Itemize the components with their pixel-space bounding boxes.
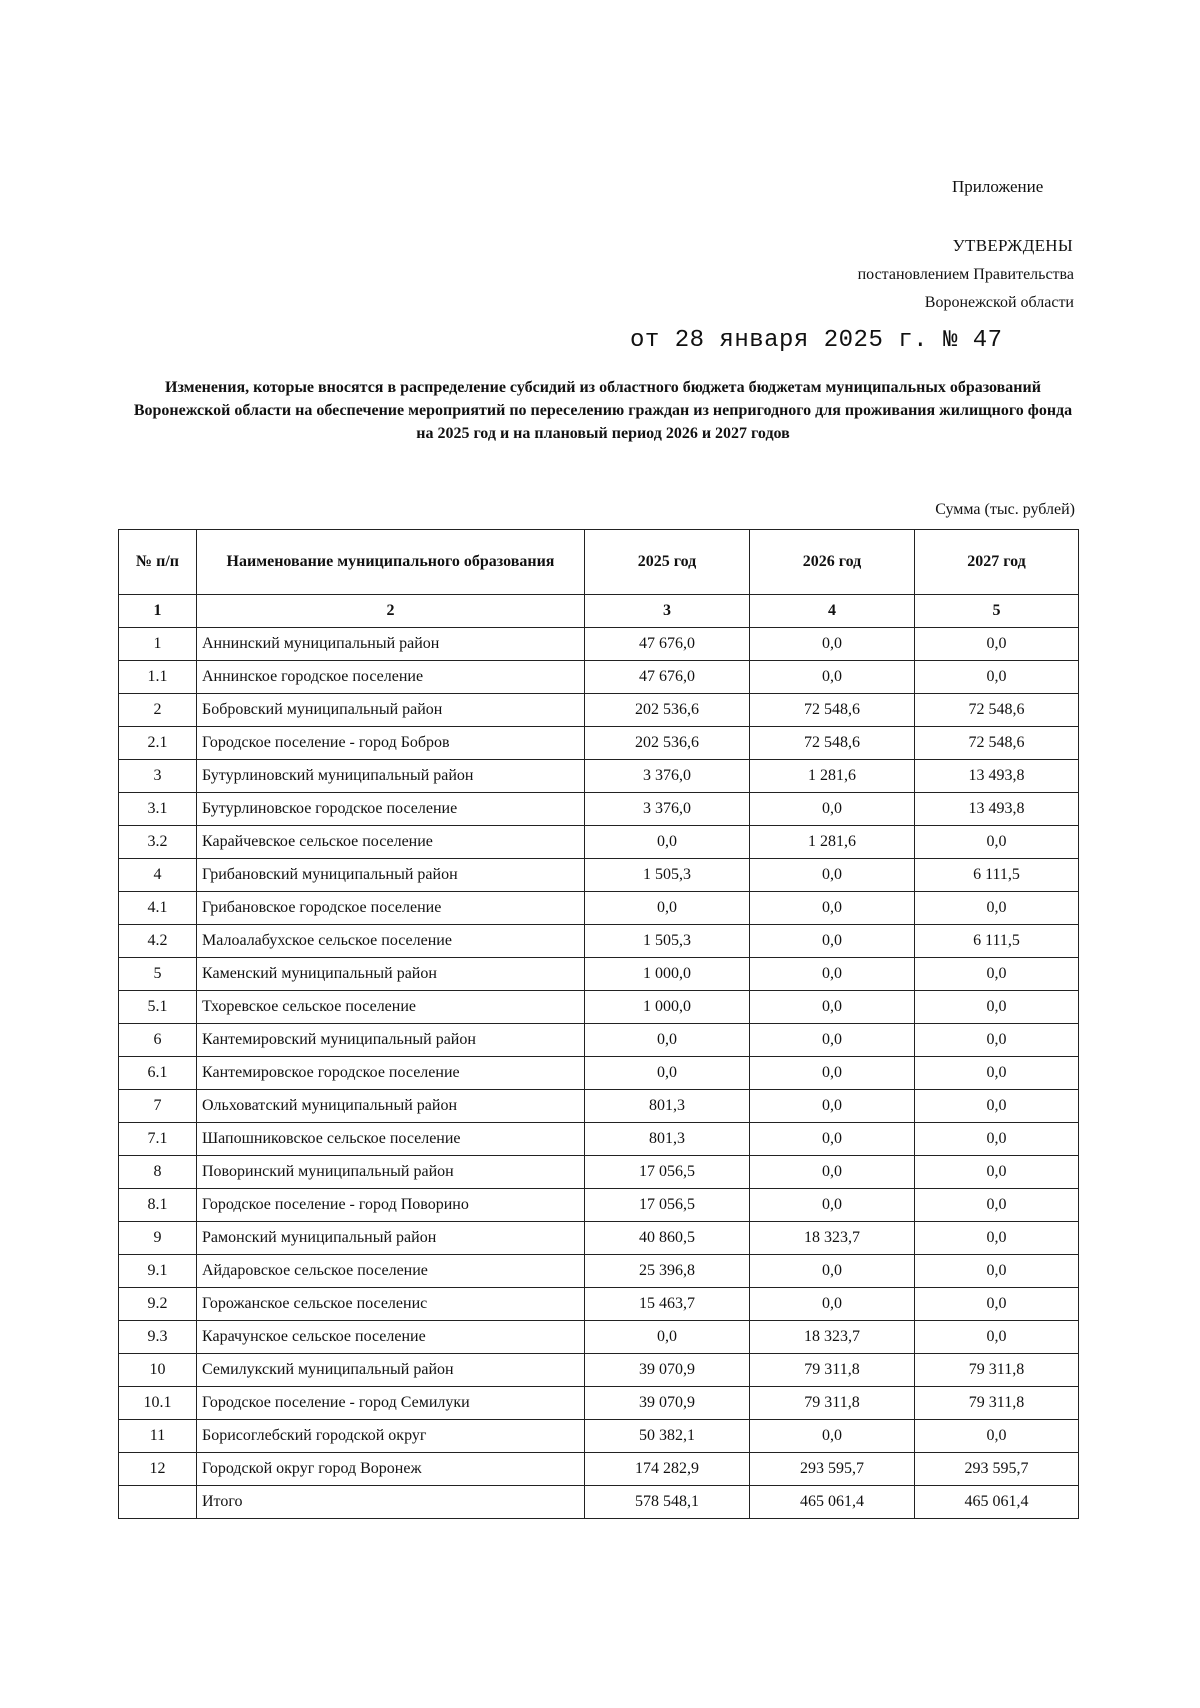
cell-y2025: 801,3 xyxy=(585,1123,750,1156)
cell-y2027: 0,0 xyxy=(915,1123,1079,1156)
cell-y2026: 0,0 xyxy=(750,925,915,958)
cell-y2025: 3 376,0 xyxy=(585,760,750,793)
cell-num: 8 xyxy=(119,1156,197,1189)
cell-y2025: 17 056,5 xyxy=(585,1189,750,1222)
cell-y2027: 0,0 xyxy=(915,892,1079,925)
table-row xyxy=(119,661,1079,694)
cell-y2027: 0,0 xyxy=(915,1420,1079,1453)
subsidy-table xyxy=(118,529,1079,1519)
cell-num: 3.2 xyxy=(119,826,197,859)
table-row xyxy=(119,727,1079,760)
cell-y2025: 3 376,0 xyxy=(585,793,750,826)
total-row xyxy=(119,1486,1079,1519)
cell-y2025: 15 463,7 xyxy=(585,1288,750,1321)
cell-y2027: 293 595,7 xyxy=(915,1453,1079,1486)
cell-y2025: 1 000,0 xyxy=(585,958,750,991)
table-row xyxy=(119,1156,1079,1189)
column-number-cell: 5 xyxy=(915,595,1079,628)
cell-y2025: 17 056,5 xyxy=(585,1156,750,1189)
cell-y2025: 174 282,9 xyxy=(585,1453,750,1486)
cell-y2027: 6 111,5 xyxy=(915,859,1079,892)
cell-y2027: 0,0 xyxy=(915,991,1079,1024)
table-row xyxy=(119,1354,1079,1387)
cell-y2026: 0,0 xyxy=(750,1156,915,1189)
table-row xyxy=(119,1387,1079,1420)
cell-name: Горожанское сельское поселенис xyxy=(197,1288,585,1321)
cell-y2026: 0,0 xyxy=(750,661,915,694)
region-label: Воронежской области xyxy=(924,294,1074,311)
cell-y2026: 0,0 xyxy=(750,1189,915,1222)
cell-y2025: 202 536,6 xyxy=(585,727,750,760)
approved-label: УТВЕРЖДЕНЫ xyxy=(952,236,1073,255)
cell-name: Карачунское сельское поселение xyxy=(197,1321,585,1354)
cell-y2025: 0,0 xyxy=(585,892,750,925)
cell-name: Городское поселение - город Семилуки xyxy=(197,1387,585,1420)
table-header-row xyxy=(119,530,1079,595)
cell-name: Городское поселение - город Бобров xyxy=(197,727,585,760)
cell-y2026: 18 323,7 xyxy=(750,1222,915,1255)
cell-num: 7 xyxy=(119,1090,197,1123)
cell-y2026: 0,0 xyxy=(750,1090,915,1123)
cell-y2026: 0,0 xyxy=(750,628,915,661)
cell-name: Аннинский муниципальный район xyxy=(197,628,585,661)
cell-name: Кантемировский муниципальный район xyxy=(197,1024,585,1057)
header-cell-2027: 2027 год xyxy=(915,530,1079,595)
cell-name: Ольховатский муниципальный район xyxy=(197,1090,585,1123)
cell-y2025: 0,0 xyxy=(585,826,750,859)
table-row xyxy=(119,1222,1079,1255)
cell-num: 7.1 xyxy=(119,1123,197,1156)
cell-y2026: 18 323,7 xyxy=(750,1321,915,1354)
cell-name: Тхоревское сельское поселение xyxy=(197,991,585,1024)
cell-name: Аннинское городское поселение xyxy=(197,661,585,694)
cell-name: Городское поселение - город Поворино xyxy=(197,1189,585,1222)
column-number-cell: 1 xyxy=(119,595,197,628)
table-row xyxy=(119,1420,1079,1453)
cell-num: 9.2 xyxy=(119,1288,197,1321)
cell-name: Каменский муниципальный район xyxy=(197,958,585,991)
cell-name: Бутурлиновское городское поселение xyxy=(197,793,585,826)
total-num-empty xyxy=(119,1486,197,1519)
table-row xyxy=(119,1189,1079,1222)
cell-name: Айдаровское сельское поселение xyxy=(197,1255,585,1288)
cell-y2027: 6 111,5 xyxy=(915,925,1079,958)
cell-y2027: 0,0 xyxy=(915,1288,1079,1321)
cell-y2027: 13 493,8 xyxy=(915,793,1079,826)
column-number-cell: 4 xyxy=(750,595,915,628)
cell-num: 1 xyxy=(119,628,197,661)
cell-name: Семилукский муниципальный район xyxy=(197,1354,585,1387)
unit-label: Сумма (тыс. рублей) xyxy=(935,501,1075,518)
table-row xyxy=(119,1453,1079,1486)
column-number-cell: 2 xyxy=(197,595,585,628)
cell-y2026: 0,0 xyxy=(750,793,915,826)
cell-y2027: 0,0 xyxy=(915,661,1079,694)
cell-num: 4.2 xyxy=(119,925,197,958)
cell-y2025: 1 505,3 xyxy=(585,859,750,892)
table-row xyxy=(119,826,1079,859)
cell-num: 10.1 xyxy=(119,1387,197,1420)
cell-y2025: 801,3 xyxy=(585,1090,750,1123)
document-title: Изменения, которые вносятся в распределение субсидий из областного бюджета бюджетам муниципальных образований Воронежской области на обеспечение мероприятий по переселению граждан из непригодного для проживания жилищного фонда на 2025 год и на плановый период 2026 и 2027 годов xyxy=(133,379,1073,442)
cell-name: Грибановское городское поселение xyxy=(197,892,585,925)
table-row xyxy=(119,991,1079,1024)
table-row xyxy=(119,859,1079,892)
table-row xyxy=(119,1057,1079,1090)
column-number-row xyxy=(119,595,1079,628)
cell-name: Поворинский муниципальный район xyxy=(197,1156,585,1189)
total-y2027: 465 061,4 xyxy=(915,1486,1079,1519)
column-number-cell: 3 xyxy=(585,595,750,628)
cell-name: Кантемировское городское поселение xyxy=(197,1057,585,1090)
cell-num: 1.1 xyxy=(119,661,197,694)
cell-y2027: 13 493,8 xyxy=(915,760,1079,793)
table-row xyxy=(119,1123,1079,1156)
cell-name: Карайчевское сельское поселение xyxy=(197,826,585,859)
header-cell-2026: 2026 год xyxy=(750,530,915,595)
table-row xyxy=(119,1288,1079,1321)
cell-num: 5.1 xyxy=(119,991,197,1024)
cell-y2026: 0,0 xyxy=(750,1057,915,1090)
cell-name: Борисоглебский городской округ xyxy=(197,1420,585,1453)
cell-y2025: 0,0 xyxy=(585,1024,750,1057)
cell-num: 11 xyxy=(119,1420,197,1453)
cell-y2027: 0,0 xyxy=(915,1090,1079,1123)
cell-y2027: 0,0 xyxy=(915,1189,1079,1222)
cell-y2026: 79 311,8 xyxy=(750,1387,915,1420)
cell-y2026: 0,0 xyxy=(750,1024,915,1057)
cell-y2025: 39 070,9 xyxy=(585,1387,750,1420)
table-row xyxy=(119,1255,1079,1288)
cell-y2025: 39 070,9 xyxy=(585,1354,750,1387)
header-cell-num: № п/п xyxy=(119,530,197,595)
table-row xyxy=(119,1024,1079,1057)
table-row xyxy=(119,694,1079,727)
cell-y2025: 50 382,1 xyxy=(585,1420,750,1453)
cell-y2025: 47 676,0 xyxy=(585,661,750,694)
cell-y2026: 0,0 xyxy=(750,1288,915,1321)
cell-y2025: 0,0 xyxy=(585,1057,750,1090)
cell-name: Рамонский муниципальный район xyxy=(197,1222,585,1255)
cell-num: 8.1 xyxy=(119,1189,197,1222)
cell-num: 3.1 xyxy=(119,793,197,826)
cell-num: 12 xyxy=(119,1453,197,1486)
appendix-label: Приложение xyxy=(952,177,1044,196)
decree-label: постановлением Правительства xyxy=(857,266,1074,283)
total-label: Итого xyxy=(197,1486,585,1519)
cell-num: 5 xyxy=(119,958,197,991)
cell-y2026: 0,0 xyxy=(750,1255,915,1288)
cell-y2026: 0,0 xyxy=(750,892,915,925)
cell-y2026: 293 595,7 xyxy=(750,1453,915,1486)
table-row xyxy=(119,958,1079,991)
cell-y2027: 0,0 xyxy=(915,958,1079,991)
cell-y2027: 0,0 xyxy=(915,1024,1079,1057)
cell-num: 9.3 xyxy=(119,1321,197,1354)
cell-y2027: 0,0 xyxy=(915,826,1079,859)
cell-y2026: 79 311,8 xyxy=(750,1354,915,1387)
cell-y2027: 79 311,8 xyxy=(915,1354,1079,1387)
cell-name: Малоалабухское сельское поселение xyxy=(197,925,585,958)
cell-y2027: 79 311,8 xyxy=(915,1387,1079,1420)
cell-y2026: 72 548,6 xyxy=(750,727,915,760)
table-row xyxy=(119,793,1079,826)
table-row xyxy=(119,892,1079,925)
cell-y2025: 40 860,5 xyxy=(585,1222,750,1255)
cell-y2025: 25 396,8 xyxy=(585,1255,750,1288)
cell-y2026: 0,0 xyxy=(750,958,915,991)
cell-num: 9 xyxy=(119,1222,197,1255)
table-row xyxy=(119,1090,1079,1123)
cell-y2027: 72 548,6 xyxy=(915,727,1079,760)
cell-num: 6.1 xyxy=(119,1057,197,1090)
cell-y2027: 0,0 xyxy=(915,1057,1079,1090)
cell-num: 9.1 xyxy=(119,1255,197,1288)
cell-num: 4 xyxy=(119,859,197,892)
cell-y2026: 0,0 xyxy=(750,991,915,1024)
cell-y2027: 0,0 xyxy=(915,1321,1079,1354)
cell-y2026: 0,0 xyxy=(750,1420,915,1453)
table-row xyxy=(119,1321,1079,1354)
cell-y2027: 72 548,6 xyxy=(915,694,1079,727)
cell-num: 2 xyxy=(119,694,197,727)
table-row xyxy=(119,925,1079,958)
cell-y2027: 0,0 xyxy=(915,1156,1079,1189)
cell-y2027: 0,0 xyxy=(915,1255,1079,1288)
table-row xyxy=(119,628,1079,661)
cell-y2026: 1 281,6 xyxy=(750,826,915,859)
cell-y2026: 72 548,6 xyxy=(750,694,915,727)
cell-num: 10 xyxy=(119,1354,197,1387)
cell-y2026: 0,0 xyxy=(750,859,915,892)
cell-y2025: 1 505,3 xyxy=(585,925,750,958)
cell-y2027: 0,0 xyxy=(915,1222,1079,1255)
cell-name: Шапошниковское сельское поселение xyxy=(197,1123,585,1156)
cell-y2025: 47 676,0 xyxy=(585,628,750,661)
decree-date-stamp: от 28 января 2025 г. № 47 xyxy=(630,327,1003,354)
total-y2025: 578 548,1 xyxy=(585,1486,750,1519)
cell-num: 4.1 xyxy=(119,892,197,925)
cell-name: Городской округ город Воронеж xyxy=(197,1453,585,1486)
total-y2026: 465 061,4 xyxy=(750,1486,915,1519)
header-cell-2025: 2025 год xyxy=(585,530,750,595)
table-row xyxy=(119,760,1079,793)
cell-name: Грибановский муниципальный район xyxy=(197,859,585,892)
cell-num: 6 xyxy=(119,1024,197,1057)
cell-y2025: 202 536,6 xyxy=(585,694,750,727)
cell-y2026: 1 281,6 xyxy=(750,760,915,793)
cell-y2025: 1 000,0 xyxy=(585,991,750,1024)
cell-y2026: 0,0 xyxy=(750,1123,915,1156)
cell-name: Бобровский муниципальный район xyxy=(197,694,585,727)
cell-num: 3 xyxy=(119,760,197,793)
cell-num: 2.1 xyxy=(119,727,197,760)
cell-y2027: 0,0 xyxy=(915,628,1079,661)
cell-name: Бутурлиновский муниципальный район xyxy=(197,760,585,793)
cell-y2025: 0,0 xyxy=(585,1321,750,1354)
header-cell-name: Наименование муниципального образования xyxy=(197,530,585,595)
